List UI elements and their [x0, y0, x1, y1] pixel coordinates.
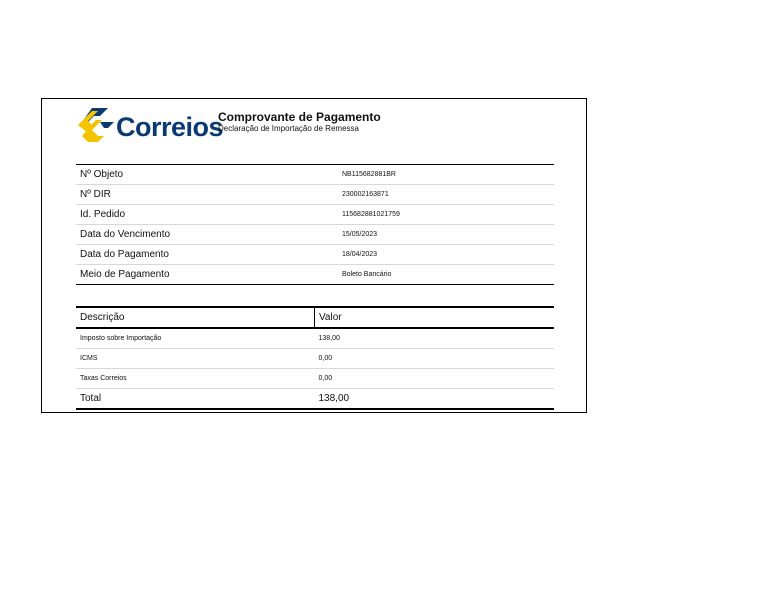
fee-description: Taxas Correios	[76, 369, 315, 389]
correios-logo-icon	[78, 108, 118, 142]
fee-description: Imposto sobre Importação	[76, 328, 315, 349]
info-label: Data do Pagamento	[76, 245, 338, 265]
info-label: Data do Vencimento	[76, 225, 338, 245]
info-row	[76, 265, 554, 285]
payment-receipt	[41, 98, 587, 413]
column-header-description: Descrição	[76, 307, 315, 328]
total-row	[76, 389, 554, 410]
info-value: NB115682881BR	[338, 165, 554, 185]
shipment-info-table	[76, 164, 554, 285]
info-row	[76, 165, 554, 185]
fee-row	[76, 369, 554, 389]
fee-description: ICMS	[76, 349, 315, 369]
column-header-value: Valor	[315, 307, 555, 328]
info-label: Nº Objeto	[76, 165, 338, 185]
info-row	[76, 205, 554, 225]
fee-row	[76, 349, 554, 369]
info-row	[76, 245, 554, 265]
fee-row	[76, 328, 554, 349]
info-label: Id. Pedido	[76, 205, 338, 225]
fee-value: 138,00	[315, 328, 555, 349]
info-value: 15/05/2023	[338, 225, 554, 245]
page-title: Comprovante de Pagamento	[218, 110, 381, 124]
info-label: Nº DIR	[76, 185, 338, 205]
correios-logo	[78, 108, 224, 142]
fee-value: 0,00	[315, 349, 555, 369]
info-value: 18/04/2023	[338, 245, 554, 265]
info-row	[76, 225, 554, 245]
info-label: Meio de Pagamento	[80, 269, 170, 280]
total-label: Total	[80, 393, 102, 404]
fees-header-row	[76, 307, 554, 328]
info-value: 230002163871	[338, 185, 554, 205]
correios-wordmark: Correios	[116, 112, 224, 142]
total-value: 138,00	[318, 393, 350, 404]
info-value: Boleto Bancário	[342, 271, 392, 278]
fees-table	[76, 306, 554, 410]
fee-value: 0,00	[315, 369, 555, 389]
info-value: 115682881021759	[338, 205, 554, 225]
page-subtitle: Declaração de Importação de Remessa	[218, 124, 359, 133]
info-row	[76, 185, 554, 205]
